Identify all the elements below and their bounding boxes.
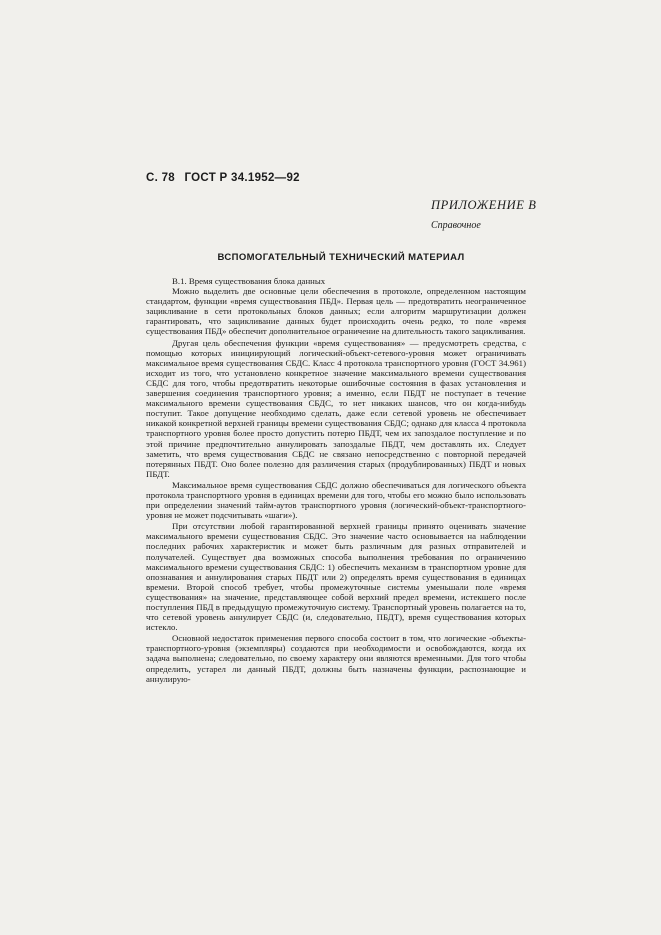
paragraph: Максимальное время существования СБДС должно обеспечиваться для логического объекта протокола транспортного уровня в единицах времени для того, чтобы его можно было использовать при определении значений тайм-аутов транспортного уровня (логический-объект-транспортного-уровня не может подсчитывать «шаги»). bbox=[146, 479, 526, 521]
standard-designation: ГОСТ Р 34.1952—92 bbox=[184, 172, 300, 184]
document-title: ВСПОМОГАТЕЛЬНЫЙ ТЕХНИЧЕСКИЙ МАТЕРИАЛ bbox=[217, 252, 465, 263]
paragraph: Основной недостаток применения первого способа состоит в том, что логические -объекты-транспортного-уровня (экземпляры) создаются при необходимости и освобождаются, когда их задача выполнена; следовательно, по своему характеру они являются временными. Для того чтобы определить, устарел ли данный ПБДТ, должны быть назначены функции, распознающие и аннулирую- bbox=[146, 633, 526, 684]
appendix-subtitle: Справочное bbox=[431, 220, 481, 231]
paragraph: При отсутствии любой гарантированной верхней границы принято оценивать значение максимального времени существования СБДС. Это значение часто основывается на наблюдении последних рабочих характеристик и может быть различным для разных отправителей и получателей. Существует два возможных способа выполнения требования по ограничению максимального времени существования СБДС: 1) обеспечить механизм в транспортном уровне для опознавания и аннулирования старых ПБДТ или 2) определять время существования в единицах времени. Второй способ требует, чтобы промежуточные системы уменьшали поле «время существования» на значение, представляющее собой верхний предел времени, истекшего после поступления ПБД в предыдущую промежуточную систему. Транспортный уровень полагается на то, что сетевой уровень аннулирует СБДС (и, следовательно, ПБДТ), время существования которых истекло. bbox=[146, 521, 526, 633]
appendix-label bbox=[431, 198, 536, 231]
appendix-title: ПРИЛОЖЕНИЕ В bbox=[431, 198, 537, 212]
body-text bbox=[146, 276, 526, 685]
paragraph: Можно выделить две основные цели обеспечения в протоколе, определенном настоящим стандартом, функции «время существования ПБД». Первая цель — предотвратить неограниченное зацикливание в сети протокольных блоков данных; если алгоритм маршрутизации должен гарантировать, что зацикливание данных будет происходить очень редко, то поле «время существования ПБД» обеспечит дополнительное ограничение на длительность такого зацикливания. bbox=[146, 286, 526, 337]
page-number: С. 78 bbox=[146, 172, 175, 184]
page-header bbox=[146, 172, 300, 184]
section-heading: В.1. Время существования блока данных bbox=[172, 276, 326, 286]
paragraph: Другая цель обеспечения функции «время существования» — предусмотреть средства, с помощью которых инициирующий логический-объект-сетевого-уровня может ограничивать максимальное время существования СБДС. Класс 4 протокола транспортного уровня (ГОСТ 34.961) исходит из того, что установлено конкретное значение максимального времени существования СБДС для того, чтобы предотвратить некоторые ошибочные состояния в фазах установления и завершения соединения транспортного уровня; а именно, если ПБДТ не поступает в течение максимального времени существования СБДС, то нет никаких шансов, что он когда-нибудь поступит. Такое допущение необходимо сделать, даже если сетевой уровень не обеспечивает никакой конкретной верхней границы времени существования СБДС; однако для класса 4 протокола транспортного уровня более просто допустить потерю ПБДТ, чем их запоздалое поступление и по этой причине предпочтительно аннулировать запоздалые ПБДТ, чем доставлять их. Следует заметить, что время существования СБДС не связано непосредственно с повторной передачей потерянных ПБДТ. Оно более полезно для различения старых (продублированных) ПБДТ и новых ПБДТ. bbox=[146, 337, 526, 479]
